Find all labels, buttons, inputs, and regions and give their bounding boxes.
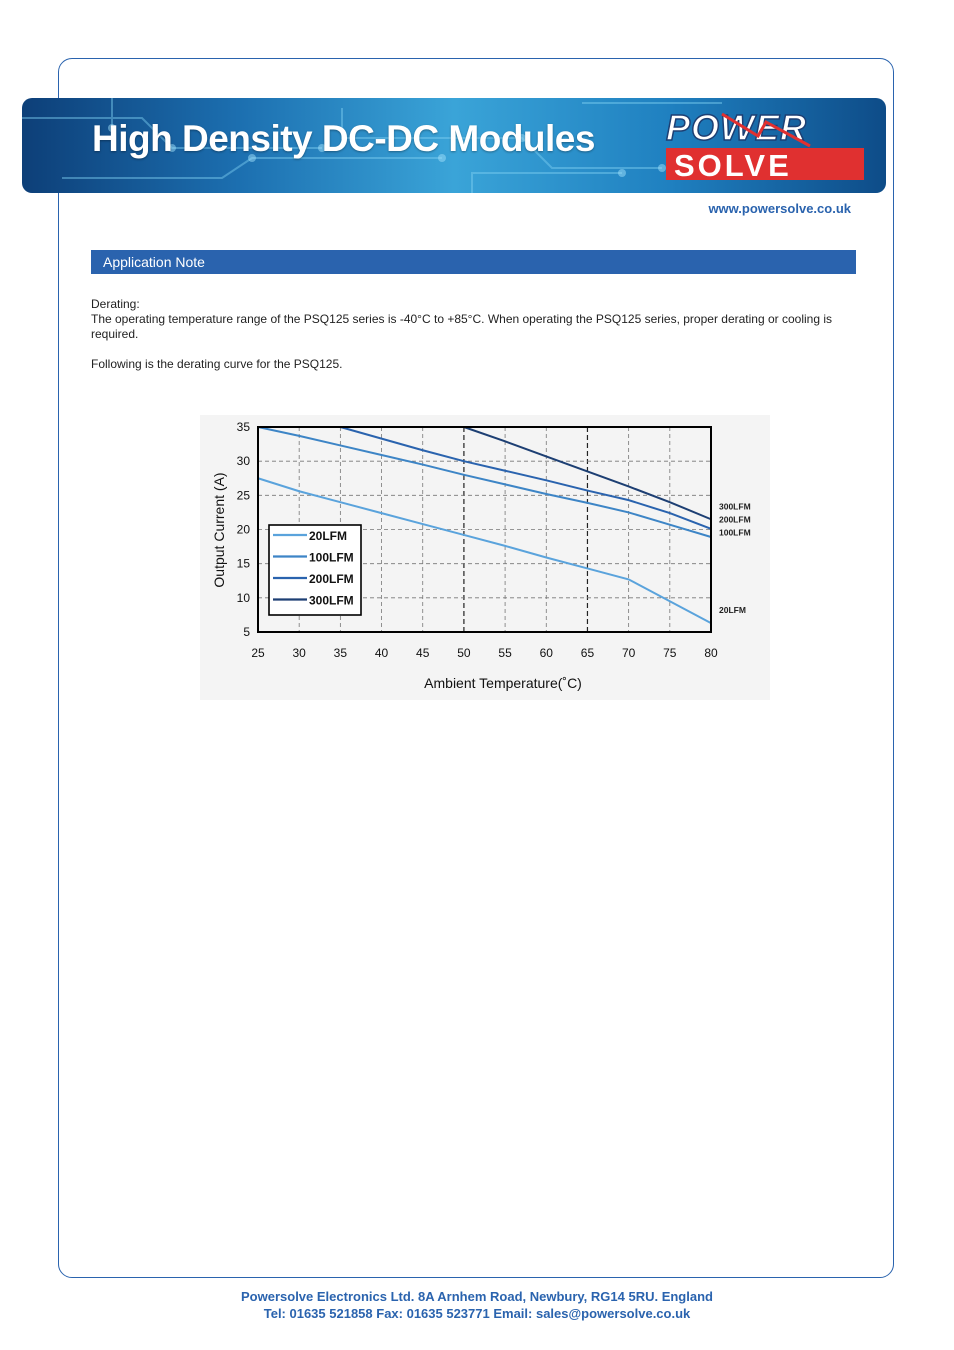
footer-address: Powersolve Electronics Ltd. 8A Arnhem Road, Newbury, RG14 5RU. England	[241, 1289, 713, 1304]
y-tick-30: 30	[236, 454, 250, 469]
y-tick-35: 35	[236, 420, 250, 434]
website-link[interactable]: www.powersolve.co.uk	[708, 201, 851, 216]
y-tick-25: 25	[236, 488, 250, 503]
footer	[0, 1288, 954, 1322]
x-tick-25: 25	[251, 646, 265, 660]
body-text	[91, 297, 851, 372]
y-tick-10: 10	[236, 590, 250, 605]
header-banner	[22, 98, 886, 193]
end-label-200lfm: 200LFM	[719, 514, 751, 525]
x-tick-70: 70	[621, 646, 636, 660]
x-tick-55: 55	[498, 646, 512, 660]
x-tick-50: 50	[457, 646, 471, 660]
legend-label-300lfm: 300LFM	[309, 593, 354, 608]
end-label-300lfm: 300LFM	[719, 501, 751, 512]
x-tick-75: 75	[663, 646, 677, 660]
chart-legend	[269, 525, 361, 615]
powersolve-logo	[660, 106, 870, 186]
y-axis-label: Output Current (A)	[211, 472, 227, 588]
section-title: Application Note	[91, 250, 856, 274]
x-tick-30: 30	[292, 646, 306, 660]
legend-label-20lfm: 20LFM	[309, 529, 348, 543]
x-tick-60: 60	[539, 646, 553, 660]
legend-label-200lfm: 200LFM	[309, 572, 354, 586]
y-tick-20: 20	[236, 522, 250, 537]
y-tick-5: 5	[243, 625, 250, 639]
end-label-20lfm: 20LFM	[719, 605, 746, 616]
x-axis-label: Ambient Temperature(˚C)	[424, 675, 582, 691]
legend-label-100lfm: 100LFM	[309, 550, 354, 565]
derating-chart	[200, 415, 770, 700]
x-tick-80: 80	[704, 646, 718, 660]
logo-bottom-text: SOLVE	[674, 148, 792, 183]
page-title: High Density DC-DC Modules	[92, 118, 595, 159]
end-label-100lfm: 100LFM	[719, 527, 751, 538]
x-tick-45: 45	[416, 646, 430, 660]
y-tick-15: 15	[236, 556, 250, 571]
x-tick-35: 35	[333, 646, 348, 660]
logo-top-text: POWER	[666, 107, 808, 148]
x-tick-65: 65	[580, 646, 595, 660]
footer-contact: Tel: 01635 521858 Fax: 01635 523771 Email: sales@powersolve.co.uk	[263, 1306, 691, 1321]
curve-intro: Following is the derating curve for the PSQ125.	[91, 357, 343, 371]
derating-paragraph: The operating temperature range of the PSQ125 series is -40°C to +85°C. When operating the PSQ125 series, proper derating or cooling is required.	[91, 312, 833, 341]
x-tick-40: 40	[374, 646, 389, 660]
derating-heading: Derating:	[91, 297, 140, 311]
